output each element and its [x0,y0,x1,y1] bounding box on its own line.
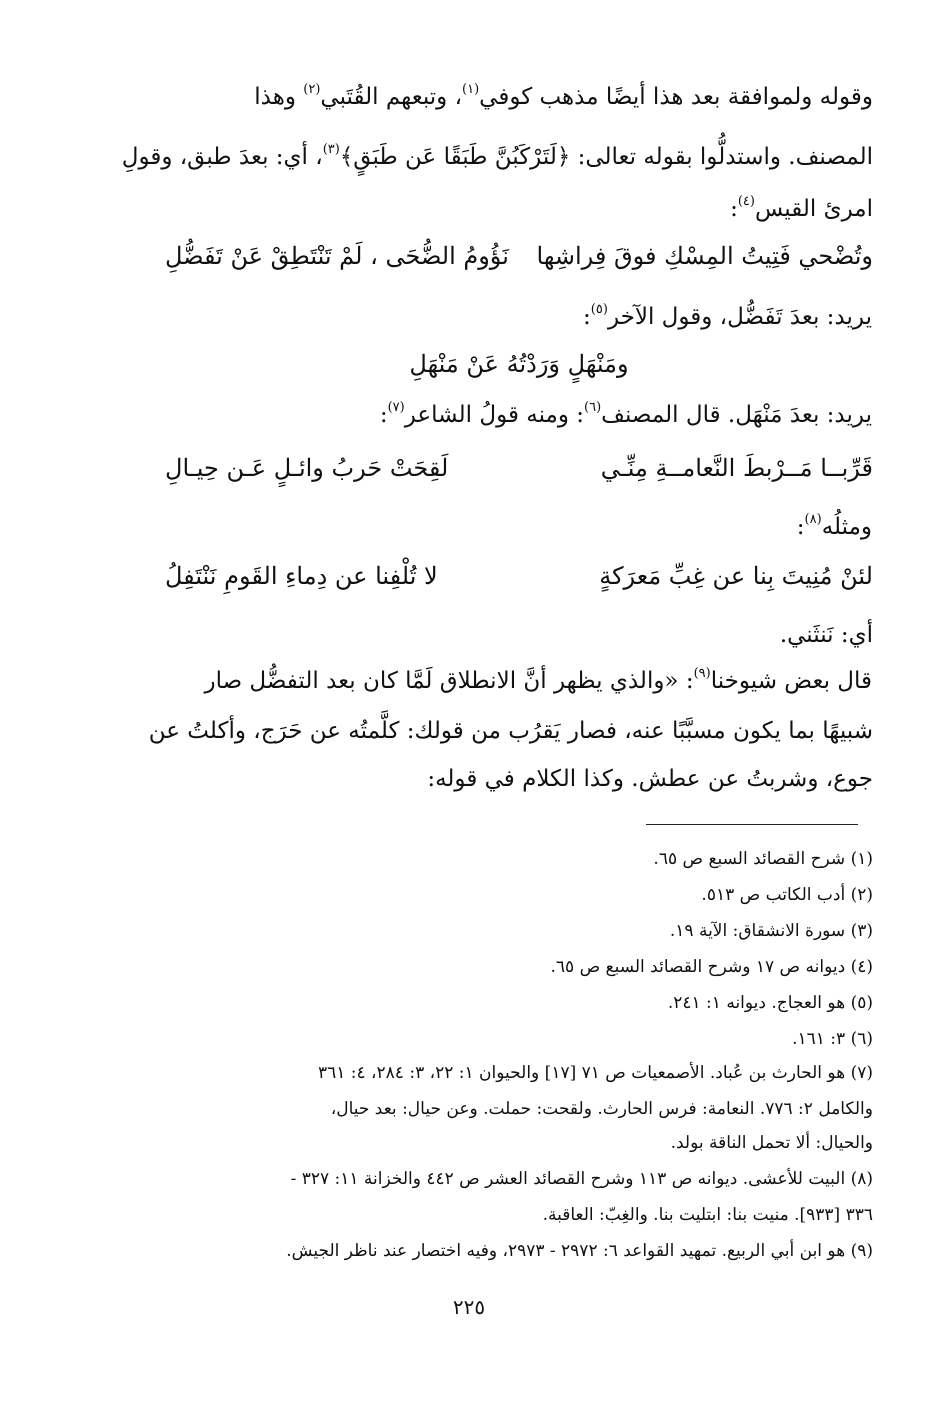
verse-4 [165,556,873,596]
body-line-6 [165,510,872,544]
body-text: يريد: بعدَ تَفَضُّل، وقول الآخر [607,304,872,330]
footnote-8-cont: ٣٣٦ [٩٣٣]. منيت بنا: ابتليت بنا. والغِبّ: العاقبة. [542,1205,873,1225]
body-line-4 [165,300,872,334]
body-text: : [583,304,591,330]
body-text: وقوله ولموافقة بعد هذا أيضًا مذهب كوفي [479,84,873,110]
footnote-ref: (٤) [737,194,755,210]
verse-4-second-hemistich: لا تُلْفِنا عن دِماءِ القَومِ نَنْتَفِلُ [165,562,438,590]
footnote-5: (٥) هو العجاج. ديوانه ١: ٢٤١. [667,993,873,1013]
body-text: امرئ القيس [754,196,873,222]
body-text: وهذا [254,84,304,110]
body-text: قال بعض شيوخنا [710,668,872,694]
body-text: : [730,196,738,222]
footnote-ref: (٢) [303,82,321,98]
body-line-10 [165,762,873,796]
footnote-7-cont: والحيال: ألا تحمل الناقة بولد. [670,1133,873,1153]
footnote-ref: (٨) [804,512,822,528]
footnote-7: (٧) هو الحارث بن عُباد. الأصمعيات ص ٧١ [١٧] والحيوان ١: ٢٢، ٣: ٢٨٤، ٤: ٣٦١ [317,1063,873,1083]
footnote-ref: (٩) [693,666,711,682]
body-text: أي: نَنثَني. [779,622,873,648]
footnote-3: (٣) سورة الانشقاق: الآية ١٩. [669,921,873,941]
verse-2: ومَنْهَلٍ وَرَدْتُهُ عَنْ مَنْهَلِ [409,350,629,378]
body-line-1 [165,80,873,114]
body-text: : [796,514,805,540]
verse-3 [165,448,873,488]
footnote-8: (٨) البيت للأعشى. ديوانه ص ١١٣ وشرح القصائد العشر ص ٤٤٢ والخزانة ١١: ٣٢٧ - [290,1169,873,1189]
footnote-6: (٦) ٣: ١٦١. [792,1029,873,1049]
footnote-7-cont: والكامل ٢: ٧٧٦. النعامة: فرس الحارث. ولقحت: حملت. وعن حيال: بعد حيال، [330,1099,873,1119]
body-line-5 [165,398,872,432]
verse-1-second-hemistich: نَؤُومُ الضُّحَى ، لَمْ تَنْتَطِقْ عَنْ تَفَضُّلِ [165,242,509,270]
verse-1 [165,236,873,276]
body-text: : ومنه قولُ الشاعر [404,402,585,428]
body-text: ، أي: بعدَ طبق، وقولِ [121,144,323,170]
body-line-7 [165,618,873,652]
body-line-3 [165,192,873,226]
verse-4-first-hemistich: لئنْ مُنِيتَ بِنا عن غِبِّ مَعرَكةٍ [599,562,873,590]
body-text: : [379,402,388,428]
footnote-2: (٢) أدب الكاتب ص ٥١٣. [701,885,873,905]
body-text: يريد: بعدَ مَنْهَل. قال المصنف [601,402,872,428]
footnote-ref: (٥) [590,302,608,318]
body-text: ، وتبعهم القُتَبي [320,84,463,110]
page-number: ٢٢٥ [452,1295,486,1319]
body-line-2 [121,140,873,174]
body-text: جوع، وشربتُ عن عطش. وكذا الكلام في قوله: [427,766,873,792]
footnote-ref: (٧) [387,400,405,416]
footnote-1: (١) شرح القصائد السبع ص ٦٥. [653,849,873,869]
footnote-ref: (١) [462,82,480,98]
body-line-8 [165,664,872,698]
body-text: المصنف. واستدلُّوا بقوله تعالى: ﴿لَتَرْكَبُنَّ طَبَقًا عَن طَبَقٍ﴾ [339,144,873,170]
body-line-9 [148,714,873,748]
body-text: شبيهًا بما يكون مسبَّبًا عنه، فصار يَقرُب من قولك: كلَّمتُه عن حَرَج، وأكلتُ عن [148,718,873,744]
verse-3-first-hemistich: قَرِّبــا مَــرْبطَ النَّعامــةِ مِنِّـي [600,454,873,482]
footnote-4: (٤) ديوانه ص ١٧ وشرح القصائد السبع ص ٦٥. [550,957,873,977]
footnote-9: (٩) هو ابن أبي الربيع. تمهيد القواعد ٦: ٢٩٧٢ - ٢٩٧٣، وفيه اختصار عند ناظر الجيش. [286,1241,873,1261]
verse-3-second-hemistich: لَقِحَتْ حَربُ وائـلٍ عَـن حِيـالِ [165,454,449,482]
footnote-ref: (٦) [584,400,602,416]
footnote-ref: (٣) [322,142,340,158]
body-text: ومثلُه [821,514,872,540]
body-text: : «والذي يظهر أنَّ الانطلاق لَمَّا كان بعد التفضُّل صار [204,668,694,694]
verse-1-first-hemistich: وتُضْحي فَتِيتُ المِسْكِ فوقَ فِراشِها [536,242,873,270]
footnote-separator [646,824,858,825]
